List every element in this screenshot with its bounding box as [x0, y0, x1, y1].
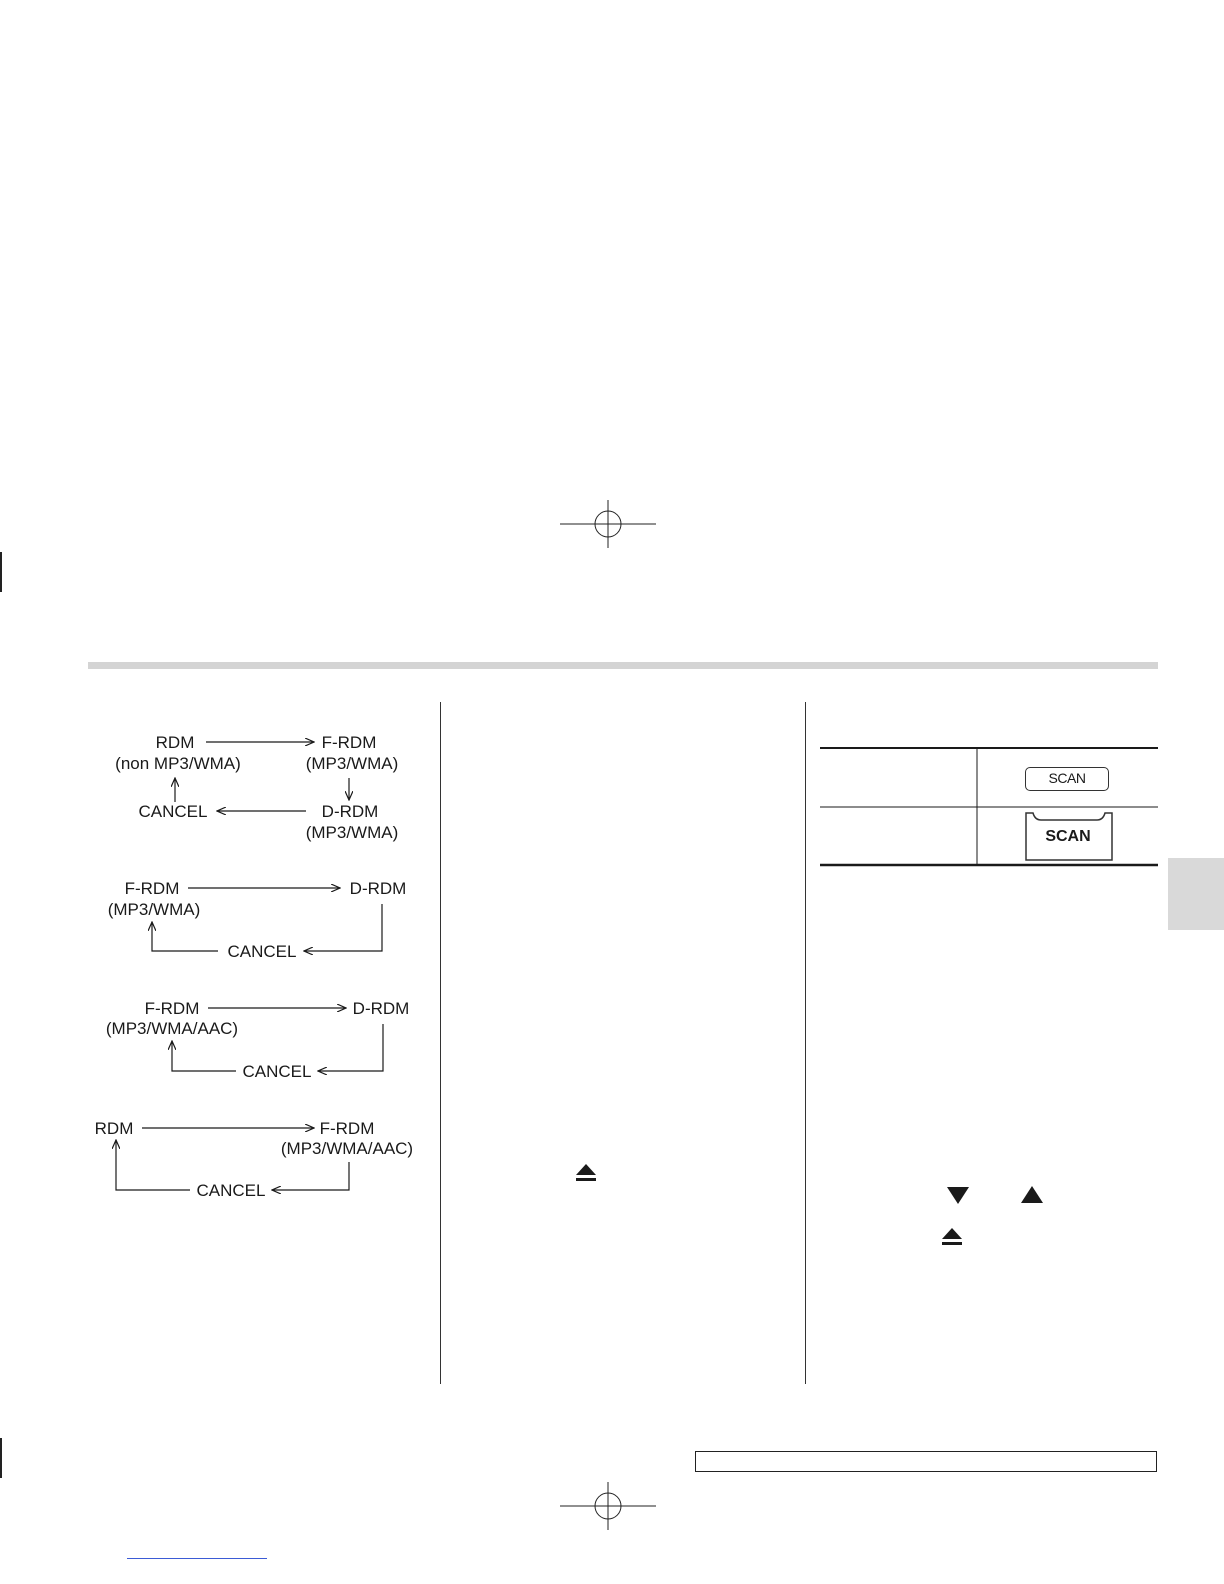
node-drdm: D-RDM: [321, 802, 379, 821]
header-rule: [88, 662, 1158, 669]
node-frdm-sub: (MP3/WMA/AAC): [280, 1139, 414, 1158]
scan-button-type-a: SCAN: [1025, 767, 1109, 791]
scan-button-table: [820, 747, 1158, 867]
triangle-down-icon: [946, 1185, 970, 1205]
triangle-up-icon: [1020, 1185, 1044, 1205]
eject-icon: [941, 1226, 963, 1248]
node-cancel: CANCEL: [196, 1181, 266, 1200]
node-drdm: D-RDM: [349, 879, 407, 898]
node-frdm-sub: (MP3/WMA/AAC): [105, 1019, 239, 1038]
node-rdm: RDM: [155, 733, 195, 752]
registration-mark-bottom: [560, 1482, 656, 1530]
chapter-tab: [1168, 858, 1224, 930]
column-divider-1: [440, 702, 441, 1384]
footer-box: [695, 1451, 1157, 1472]
node-rdm: RDM: [94, 1119, 134, 1138]
node-frdm: F-RDM: [321, 733, 377, 752]
rdm-flow-diagram-4: [90, 1114, 424, 1204]
registration-mark-top: [560, 500, 656, 548]
eject-icon: [575, 1162, 597, 1184]
rdm-flow-diagram-2: [100, 874, 420, 964]
crop-mark-left-top: [0, 552, 2, 592]
node-drdm-sub: (MP3/WMA): [305, 823, 399, 842]
node-frdm-sub: (MP3/WMA): [305, 754, 399, 773]
rdm-flow-diagram-1: [100, 728, 420, 848]
link-underline: [127, 1558, 267, 1559]
node-cancel: CANCEL: [138, 802, 208, 821]
node-cancel: CANCEL: [242, 1062, 312, 1081]
node-frdm: F-RDM: [144, 999, 200, 1018]
node-frdm-sub: (MP3/WMA): [107, 900, 201, 919]
rdm-flow-diagram-3: [96, 994, 420, 1084]
scan-button-type-b: SCAN: [1045, 828, 1091, 845]
node-rdm-sub: (non MP3/WMA): [115, 754, 241, 773]
crop-mark-left-bottom: [0, 1438, 2, 1478]
node-cancel: CANCEL: [227, 942, 297, 961]
node-frdm: F-RDM: [124, 879, 180, 898]
column-divider-2: [805, 702, 806, 1384]
node-drdm: D-RDM: [352, 999, 410, 1018]
node-frdm: F-RDM: [319, 1119, 375, 1138]
